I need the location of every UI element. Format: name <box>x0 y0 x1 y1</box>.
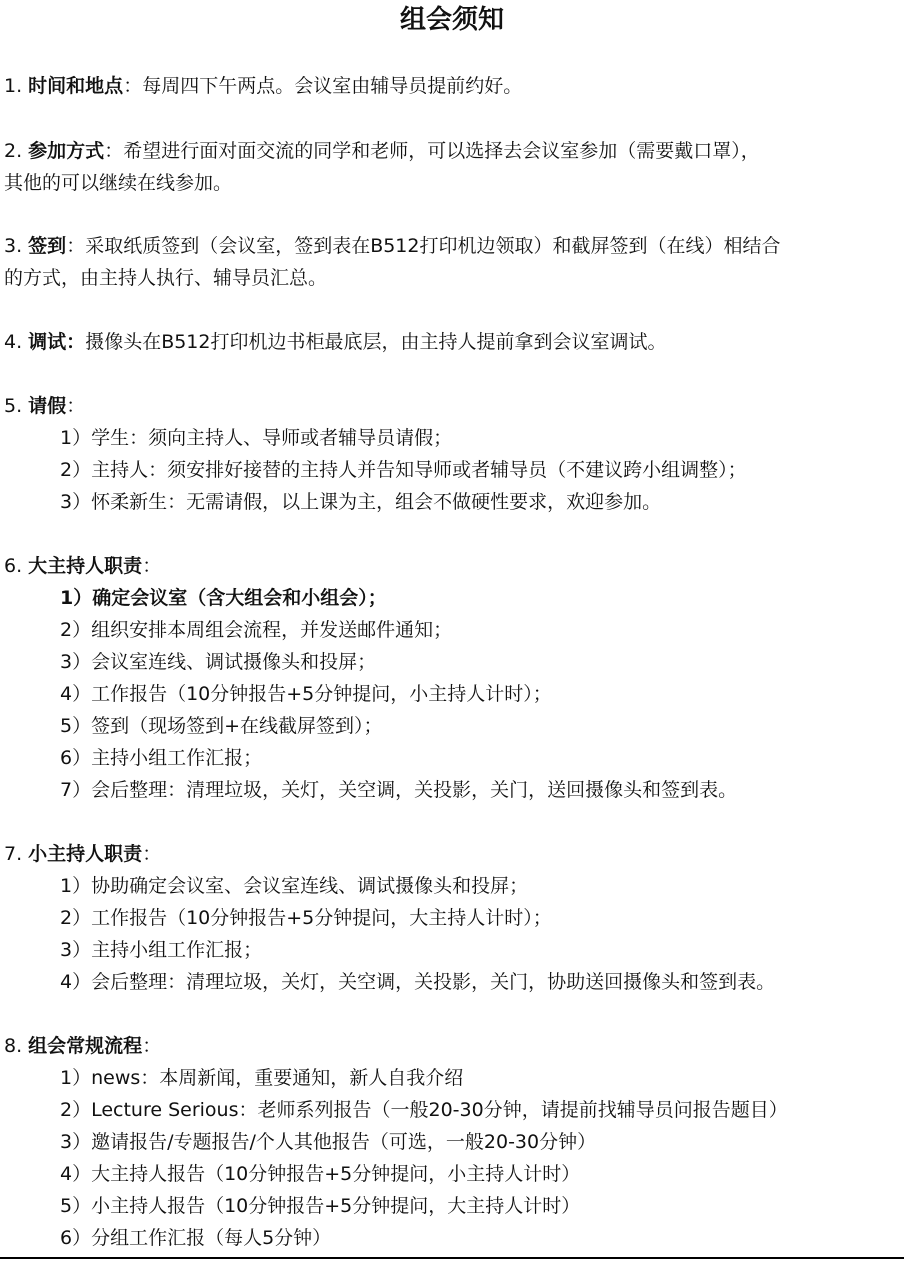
list-item: 7）会后整理：清理垃圾，关灯，关空调，关投影，关门，送回摄像头和签到表。 <box>60 779 738 801</box>
section-4 <box>4 326 667 358</box>
section-text: ：希望进行面对面交流的同学和老师，可以选择去会议室参加（需要戴口罩）， <box>104 140 760 162</box>
section-text: 摄像头在B512打印机边书柜最底层，由主持人提前拿到会议室调试。 <box>85 331 667 353</box>
list-item-emphasized: 1）确定会议室（含大组会和小组会）； <box>60 587 387 609</box>
list-item: 6）主持小组工作汇报； <box>60 747 263 769</box>
list-item: 4）工作报告（10分钟报告+5分钟提问，小主持人计时）； <box>60 683 552 705</box>
section-number: 4. <box>4 331 29 353</box>
list-item: 3）邀请报告/专题报告/个人其他报告（可选，一般20-30分钟） <box>60 1131 597 1153</box>
list-item: 2）工作报告（10分钟报告+5分钟提问，大主持人计时）； <box>60 907 552 929</box>
list-item: 5）小主持人报告（10分钟报告+5分钟提问，大主持人计时） <box>60 1195 581 1217</box>
section-text: ：每周四下午两点。会议室由辅导员提前约好。 <box>123 75 523 97</box>
section-6 <box>4 550 161 582</box>
section-heading: 组会常规流程 <box>28 1035 143 1057</box>
list-item: 2）Lecture Serious：老师系列报告（一般20-30分钟，请提前找辅导员问报告题目） <box>60 1099 788 1121</box>
section-heading: 调试： <box>28 331 86 353</box>
section-heading: 请假 <box>28 395 67 417</box>
list-item: 4）会后整理：清理垃圾，关灯，关空调，关投影，关门，协助送回摄像头和签到表。 <box>60 971 776 993</box>
section-heading: 大主持人职责 <box>28 555 143 577</box>
section-heading: 签到 <box>28 235 67 257</box>
list-item: 4）大主持人报告（10分钟报告+5分钟提问，小主持人计时） <box>60 1163 581 1185</box>
list-item: 3）怀柔新生：无需请假，以上课为主，组会不做硬性要求，欢迎参加。 <box>60 491 662 513</box>
section-number: 6. <box>4 555 29 577</box>
section-2 <box>4 135 760 167</box>
list-item: 5）签到（现场签到+在线截屏签到）； <box>60 715 383 737</box>
section-text: ： <box>66 395 86 417</box>
list-item: 3）会议室连线、调试摄像头和投屏； <box>60 651 377 673</box>
list-item: 3）主持小组工作汇报； <box>60 939 263 961</box>
section-number: 5. <box>4 395 29 417</box>
section-heading: 时间和地点 <box>28 75 124 97</box>
section-number: 3. <box>4 235 29 257</box>
section-heading: 小主持人职责 <box>28 843 143 865</box>
section-number: 7. <box>4 843 29 865</box>
list-item: 2）组织安排本周组会流程，并发送邮件通知； <box>60 619 453 641</box>
section-text: ： <box>142 555 162 577</box>
section-number: 8. <box>4 1035 29 1057</box>
list-item: 1）news：本周新闻，重要通知，新人自我介绍 <box>60 1067 464 1089</box>
section-1 <box>4 70 522 102</box>
section-5 <box>4 390 85 422</box>
section-text: ： <box>142 1035 162 1057</box>
section-text: ： <box>142 843 162 865</box>
section-8 <box>4 1030 161 1062</box>
page-title: 组会须知 <box>399 5 504 35</box>
list-item: 2）主持人：须安排好接替的主持人并告知导师或者辅导员（不建议跨小组调整）； <box>60 459 747 481</box>
list-item: 1）协助确定会议室、会议室连线、调试摄像头和投屏； <box>60 875 529 897</box>
section-7 <box>4 838 161 870</box>
bottom-divider <box>0 1257 904 1259</box>
section-heading: 参加方式 <box>28 140 105 162</box>
section-number: 1. <box>4 75 29 97</box>
list-item: 1）学生：须向主持人、导师或者辅导员请假； <box>60 427 453 449</box>
section-2-continuation: 其他的可以继续在线参加。 <box>4 172 233 194</box>
section-text: ：采取纸质签到（会议室，签到表在B512打印机边领取）和截屏签到（在线）相结合 <box>66 235 781 257</box>
list-item: 6）分组工作汇报（每人5分钟） <box>60 1227 332 1249</box>
section-number: 2. <box>4 140 29 162</box>
section-3-continuation: 的方式，由主持人执行、辅导员汇总。 <box>4 267 328 289</box>
section-3 <box>4 230 781 262</box>
